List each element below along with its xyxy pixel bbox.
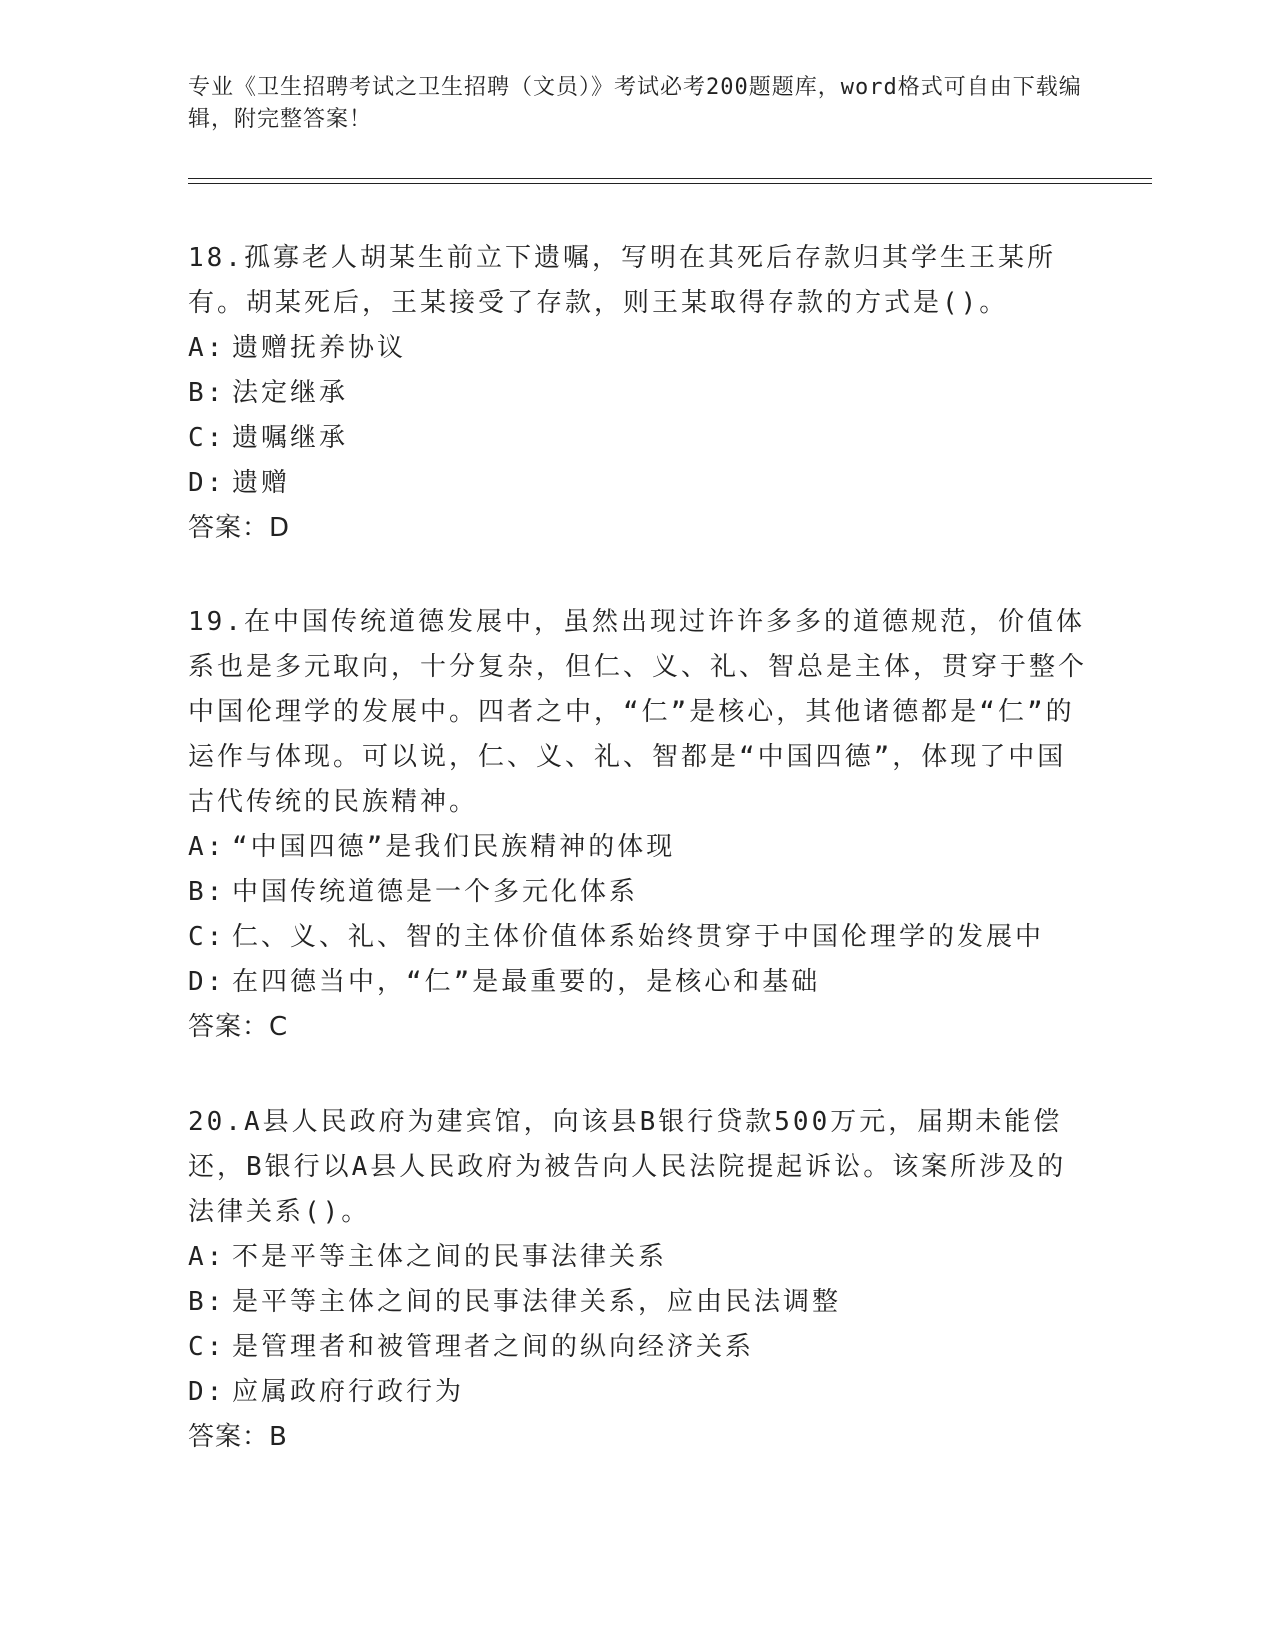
option-text: 遗赠抚养协议 [232, 333, 407, 363]
option-text: 仁、义、礼、智的主体价值体系始终贯穿于中国伦理学的发展中 [232, 922, 1045, 952]
option-key: B: [188, 1287, 226, 1317]
option-b [188, 1280, 1088, 1325]
option-c [188, 416, 1088, 461]
header-divider-top [188, 178, 1152, 179]
option-text: 在四德当中，“仁”是最重要的，是核心和基础 [232, 967, 821, 997]
question-stem: 20.A县人民政府为建宾馆，向该县B银行贷款500万元，届期未能偿还，B银行以A县人民政府为被告向人民法院提起诉讼。该案所涉及的法律关系()。 [188, 1107, 1067, 1227]
option-key: A: [188, 1242, 226, 1272]
option-a [188, 1235, 1088, 1280]
question-18 [188, 236, 1088, 551]
answer-line: 答案：D [188, 513, 291, 543]
option-b [188, 870, 1088, 915]
option-a [188, 825, 1088, 870]
option-a [188, 326, 1088, 371]
option-b [188, 371, 1088, 416]
question-19 [188, 600, 1088, 1050]
option-text: 中国传统道德是一个多元化体系 [232, 877, 639, 907]
option-text: “中国四德”是我们民族精神的体现 [232, 832, 676, 862]
option-text: 法定继承 [232, 378, 349, 408]
option-text: 是管理者和被管理者之间的纵向经济关系 [232, 1332, 755, 1362]
question-stem: 19.在中国传统道德发展中，虽然出现过许许多多的道德规范，价值体系也是多元取向，十分复杂，但仁、义、礼、智总是主体，贯穿于整个中国伦理学的发展中。四者之中，“仁”是核心，其他诸德都是“仁”的运作与体现。可以说，仁、义、礼、智都是“中国四德”，体现了中国古代传统的民族精神。 [188, 607, 1088, 817]
option-key: C: [188, 922, 226, 952]
option-key: B: [188, 877, 226, 907]
answer-line: 答案：B [188, 1422, 288, 1452]
option-key: D: [188, 967, 226, 997]
option-d [188, 1370, 1088, 1415]
document-header: 专业《卫生招聘考试之卫生招聘（文员）》考试必考200题题库，word格式可自由下载编辑，附完整答案！ [188, 75, 1082, 132]
option-key: A: [188, 333, 226, 363]
option-key: D: [188, 1377, 226, 1407]
option-d [188, 461, 1088, 506]
option-d [188, 960, 1088, 1005]
option-key: B: [188, 378, 226, 408]
answer-line: 答案：C [188, 1012, 289, 1042]
option-text: 遗嘱继承 [232, 423, 349, 453]
question-stem: 18.孤寡老人胡某生前立下遗嘱，写明在其死后存款归其学生王某所有。胡某死后，王某接受了存款，则王某取得存款的方式是()。 [188, 243, 1056, 318]
option-text: 是平等主体之间的民事法律关系，应由民法调整 [232, 1287, 842, 1317]
option-key: C: [188, 423, 226, 453]
option-key: A: [188, 832, 226, 862]
option-text: 遗赠 [232, 468, 291, 498]
option-text: 不是平等主体之间的民事法律关系 [232, 1242, 668, 1272]
option-c [188, 1325, 1088, 1370]
header-divider-bottom [188, 183, 1152, 184]
option-c [188, 915, 1088, 960]
option-key: D: [188, 468, 226, 498]
option-key: C: [188, 1332, 226, 1362]
option-text: 应属政府行政行为 [232, 1377, 465, 1407]
question-20 [188, 1100, 1088, 1460]
